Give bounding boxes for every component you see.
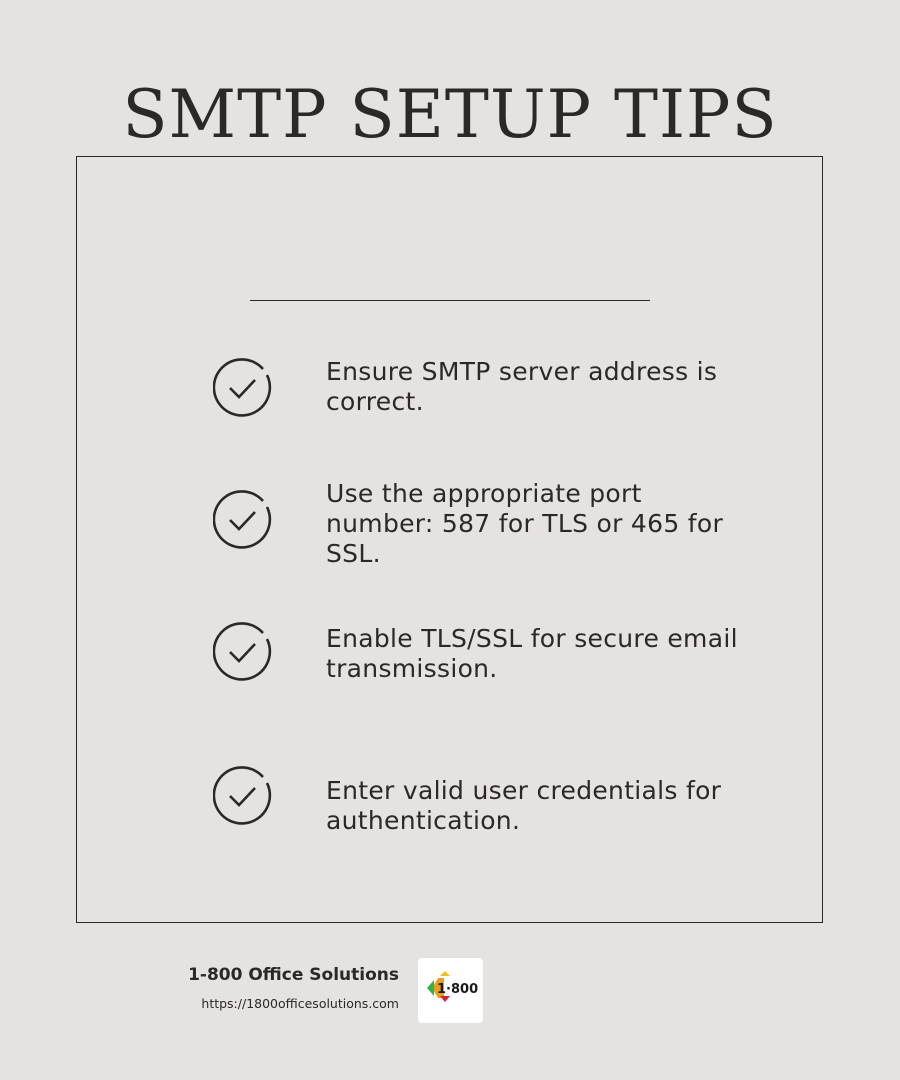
check-circle-icon xyxy=(213,765,273,825)
logo-mark-icon xyxy=(418,958,483,1023)
tip-3: Enable TLS/SSL for secure email transmission. xyxy=(326,624,738,683)
check-circle-icon xyxy=(213,357,273,417)
brand-logo xyxy=(418,958,483,1023)
svg-text:1·800: 1·800 xyxy=(437,982,479,997)
brand-url[interactable]: https://1800officesolutions.com xyxy=(201,996,399,1011)
check-circle-icon xyxy=(213,489,273,549)
tip-4: Enter valid user credentials for authentication. xyxy=(326,776,722,835)
tip-2: Use the appropriate port number: 587 for TLS or 465 for SSL. xyxy=(326,479,724,568)
tip-1: Ensure SMTP server address is correct. xyxy=(326,357,718,416)
brand-name: 1-800 Office Solutions xyxy=(188,965,399,985)
check-circle-icon xyxy=(213,621,273,681)
divider xyxy=(250,300,650,301)
page-title: SMTP SETUP TIPS xyxy=(122,76,778,154)
